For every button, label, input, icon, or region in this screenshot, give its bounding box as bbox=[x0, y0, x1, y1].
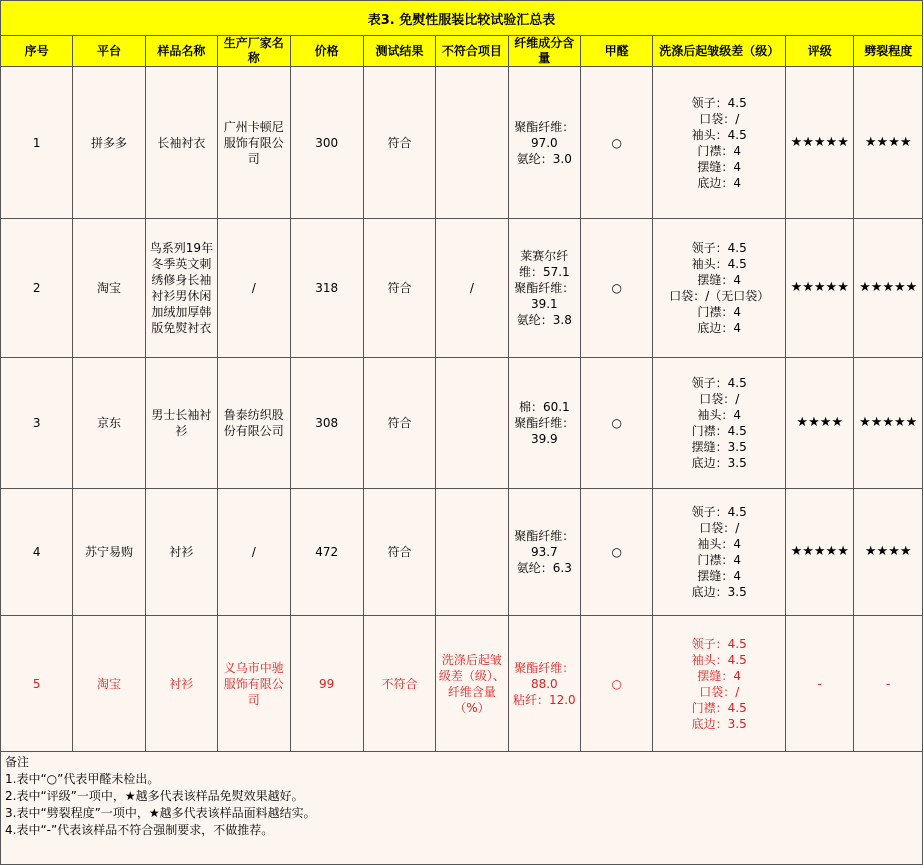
cell-fiber: 聚酯纤维： 93.7 氨纶：6.3 bbox=[508, 489, 580, 616]
cell-no: 3 bbox=[1, 358, 73, 489]
cell-price: 308 bbox=[290, 358, 363, 489]
cell-fiber: 棉：60.1 聚酯纤维： 39.9 bbox=[508, 358, 580, 489]
table-row bbox=[1, 219, 923, 358]
cell-fail-items: / bbox=[436, 219, 508, 358]
header-result: 测试结果 bbox=[363, 36, 435, 67]
cell-fail-items bbox=[436, 358, 508, 489]
header-fail-items: 不符合项目 bbox=[436, 36, 508, 67]
cell-fail-items bbox=[436, 489, 508, 616]
cell-fail-items: 洗涤后起皱级差（级）、纤维含量（%） bbox=[436, 616, 508, 752]
cell-wrinkle: 领子：4.5 袖头：4.5 摆缝：4 口袋：/ 门襟：4.5 底边：3.5 bbox=[653, 616, 786, 752]
table-row bbox=[1, 489, 923, 616]
cell-fiber: 聚酯纤维： 97.0 氨纶：3.0 bbox=[508, 67, 580, 219]
note-item: 4.表中“-”代表该样品不符合强制要求，不做推荐。 bbox=[5, 823, 274, 837]
header-row bbox=[1, 36, 923, 67]
cell-formaldehyde: ○ bbox=[581, 67, 653, 219]
cell-split: - bbox=[854, 616, 923, 752]
note-item: 1.表中“○”代表甲醛未检出。 bbox=[5, 772, 160, 786]
cell-wrinkle: 领子：4.5 口袋：/ 袖头：4 门襟：4 摆缝：4 底边：3.5 bbox=[653, 489, 786, 616]
note-item: 2.表中“评级”一项中，★越多代表该样品免熨效果越好。 bbox=[5, 789, 304, 803]
cell-name: 男士长袖衬衫 bbox=[145, 358, 217, 489]
header-platform: 平台 bbox=[73, 36, 145, 67]
header-name: 样品名称 bbox=[145, 36, 217, 67]
notes bbox=[1, 752, 923, 865]
cell-platform: 苏宁易购 bbox=[73, 489, 145, 616]
notes-row bbox=[1, 752, 923, 865]
cell-no: 4 bbox=[1, 489, 73, 616]
cell-rating: ★★★★★ bbox=[786, 489, 854, 616]
table-row bbox=[1, 358, 923, 489]
cell-name: 鸟系列19年冬季英文刺绣修身长袖衬衫男休闲加绒加厚韩版免熨衬衣 bbox=[145, 219, 217, 358]
cell-fiber: 莱赛尔纤 维：57.1 聚酯纤维： 39.1 氨纶：3.8 bbox=[508, 219, 580, 358]
header-price: 价格 bbox=[290, 36, 363, 67]
cell-result: 不符合 bbox=[363, 616, 435, 752]
table-row bbox=[1, 67, 923, 219]
cell-formaldehyde: ○ bbox=[581, 616, 653, 752]
cell-price: 300 bbox=[290, 67, 363, 219]
cell-price: 318 bbox=[290, 219, 363, 358]
header-fiber: 纤维成分含量 bbox=[508, 36, 580, 67]
notes-heading: 备注 bbox=[5, 755, 30, 769]
cell-result: 符合 bbox=[363, 219, 435, 358]
header-maker: 生产厂家名称 bbox=[218, 36, 290, 67]
note-item: 3.表中“劈裂程度”一项中，★越多代表该样品面料越结实。 bbox=[5, 806, 316, 820]
cell-formaldehyde: ○ bbox=[581, 219, 653, 358]
cell-rating: ★★★★★ bbox=[786, 219, 854, 358]
cell-rating: ★★★★ bbox=[786, 358, 854, 489]
header-wrinkle: 洗涤后起皱级差（级） bbox=[653, 36, 786, 67]
cell-platform: 淘宝 bbox=[73, 219, 145, 358]
cell-price: 472 bbox=[290, 489, 363, 616]
header-split: 劈裂程度 bbox=[854, 36, 923, 67]
cell-no: 5 bbox=[1, 616, 73, 752]
cell-maker: / bbox=[218, 489, 290, 616]
cell-maker: 广州卡顿尼服饰有限公司 bbox=[218, 67, 290, 219]
cell-platform: 拼多多 bbox=[73, 67, 145, 219]
header-formaldehyde: 甲醛 bbox=[581, 36, 653, 67]
cell-name: 长袖衬衣 bbox=[145, 67, 217, 219]
cell-maker: 义乌市中驰服饰有限公司 bbox=[218, 616, 290, 752]
cell-rating: - bbox=[786, 616, 854, 752]
table-row-failed bbox=[1, 616, 923, 752]
cell-name: 衬衫 bbox=[145, 489, 217, 616]
cell-wrinkle: 领子：4.5 口袋：/ 袖头：4.5 门襟：4 摆缝：4 底边：4 bbox=[653, 67, 786, 219]
cell-wrinkle: 领子：4.5 口袋：/ 袖头：4 门襟：4.5 摆缝：3.5 底边：3.5 bbox=[653, 358, 786, 489]
cell-price: 99 bbox=[290, 616, 363, 752]
cell-split: ★★★★ bbox=[854, 67, 923, 219]
cell-platform: 京东 bbox=[73, 358, 145, 489]
table-title: 表3. 免熨性服装比较试验汇总表 bbox=[1, 1, 923, 36]
cell-split: ★★★★ bbox=[854, 489, 923, 616]
cell-fiber: 聚酯纤维： 88.0 粘纤：12.0 bbox=[508, 616, 580, 752]
header-no: 序号 bbox=[1, 36, 73, 67]
cell-rating: ★★★★★ bbox=[786, 67, 854, 219]
cell-result: 符合 bbox=[363, 489, 435, 616]
cell-split: ★★★★★ bbox=[854, 219, 923, 358]
cell-no: 2 bbox=[1, 219, 73, 358]
cell-maker: / bbox=[218, 219, 290, 358]
cell-split: ★★★★★ bbox=[854, 358, 923, 489]
cell-wrinkle: 领子：4.5 袖头：4.5 摆缝：4 口袋：/（无口袋） 门襟：4 底边：4 bbox=[653, 219, 786, 358]
cell-formaldehyde: ○ bbox=[581, 358, 653, 489]
cell-platform: 淘宝 bbox=[73, 616, 145, 752]
cell-result: 符合 bbox=[363, 358, 435, 489]
header-rating: 评级 bbox=[786, 36, 854, 67]
cell-name: 衬衫 bbox=[145, 616, 217, 752]
cell-maker: 鲁泰纺织股份有限公司 bbox=[218, 358, 290, 489]
cell-formaldehyde: ○ bbox=[581, 489, 653, 616]
cell-result: 符合 bbox=[363, 67, 435, 219]
cell-fail-items bbox=[436, 67, 508, 219]
cell-no: 1 bbox=[1, 67, 73, 219]
